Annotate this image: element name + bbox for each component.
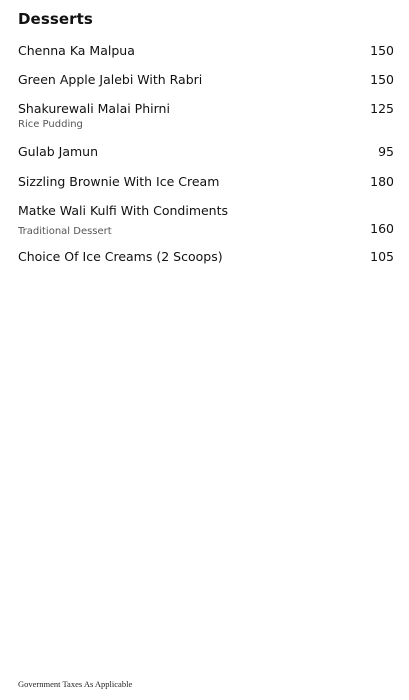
menu-item-name: Gulab Jamun: [18, 144, 99, 159]
menu-item-name: Green Apple Jalebi With Rabri: [18, 72, 203, 87]
menu-item-price: 150: [370, 72, 394, 87]
menu-item: [18, 71, 394, 100]
menu-item-price: 180: [370, 174, 394, 189]
menu-item-price: 150: [370, 43, 394, 58]
menu-item: [18, 173, 394, 202]
menu-item-name: Chenna Ka Malpua: [18, 43, 135, 58]
menu-item-name: Choice Of Ice Creams (2 Scoops): [18, 249, 223, 264]
menu-item-description: Traditional Dessert: [18, 226, 112, 237]
menu-item: [18, 202, 394, 248]
menu-item-price: 105: [370, 249, 394, 264]
menu-item-name: Matke Wali Kulfi With Condiments: [18, 203, 229, 218]
tax-note: Government Taxes As Applicable: [18, 679, 133, 689]
menu-item: [18, 143, 394, 173]
menu-item: [18, 42, 394, 71]
menu-item-name: Sizzling Brownie With Ice Cream: [18, 174, 220, 189]
menu-item: [18, 100, 394, 143]
menu-item-price: 95: [378, 144, 394, 159]
menu-item-price: 125: [370, 101, 394, 116]
menu-item-name: Shakurewali Malai Phirni: [18, 101, 170, 116]
menu-list: [18, 42, 394, 270]
menu-item: [18, 248, 394, 270]
menu-item-price: 160: [370, 221, 394, 236]
section-title: Desserts: [18, 10, 93, 28]
menu-item-description: Rice Pudding: [18, 119, 83, 130]
